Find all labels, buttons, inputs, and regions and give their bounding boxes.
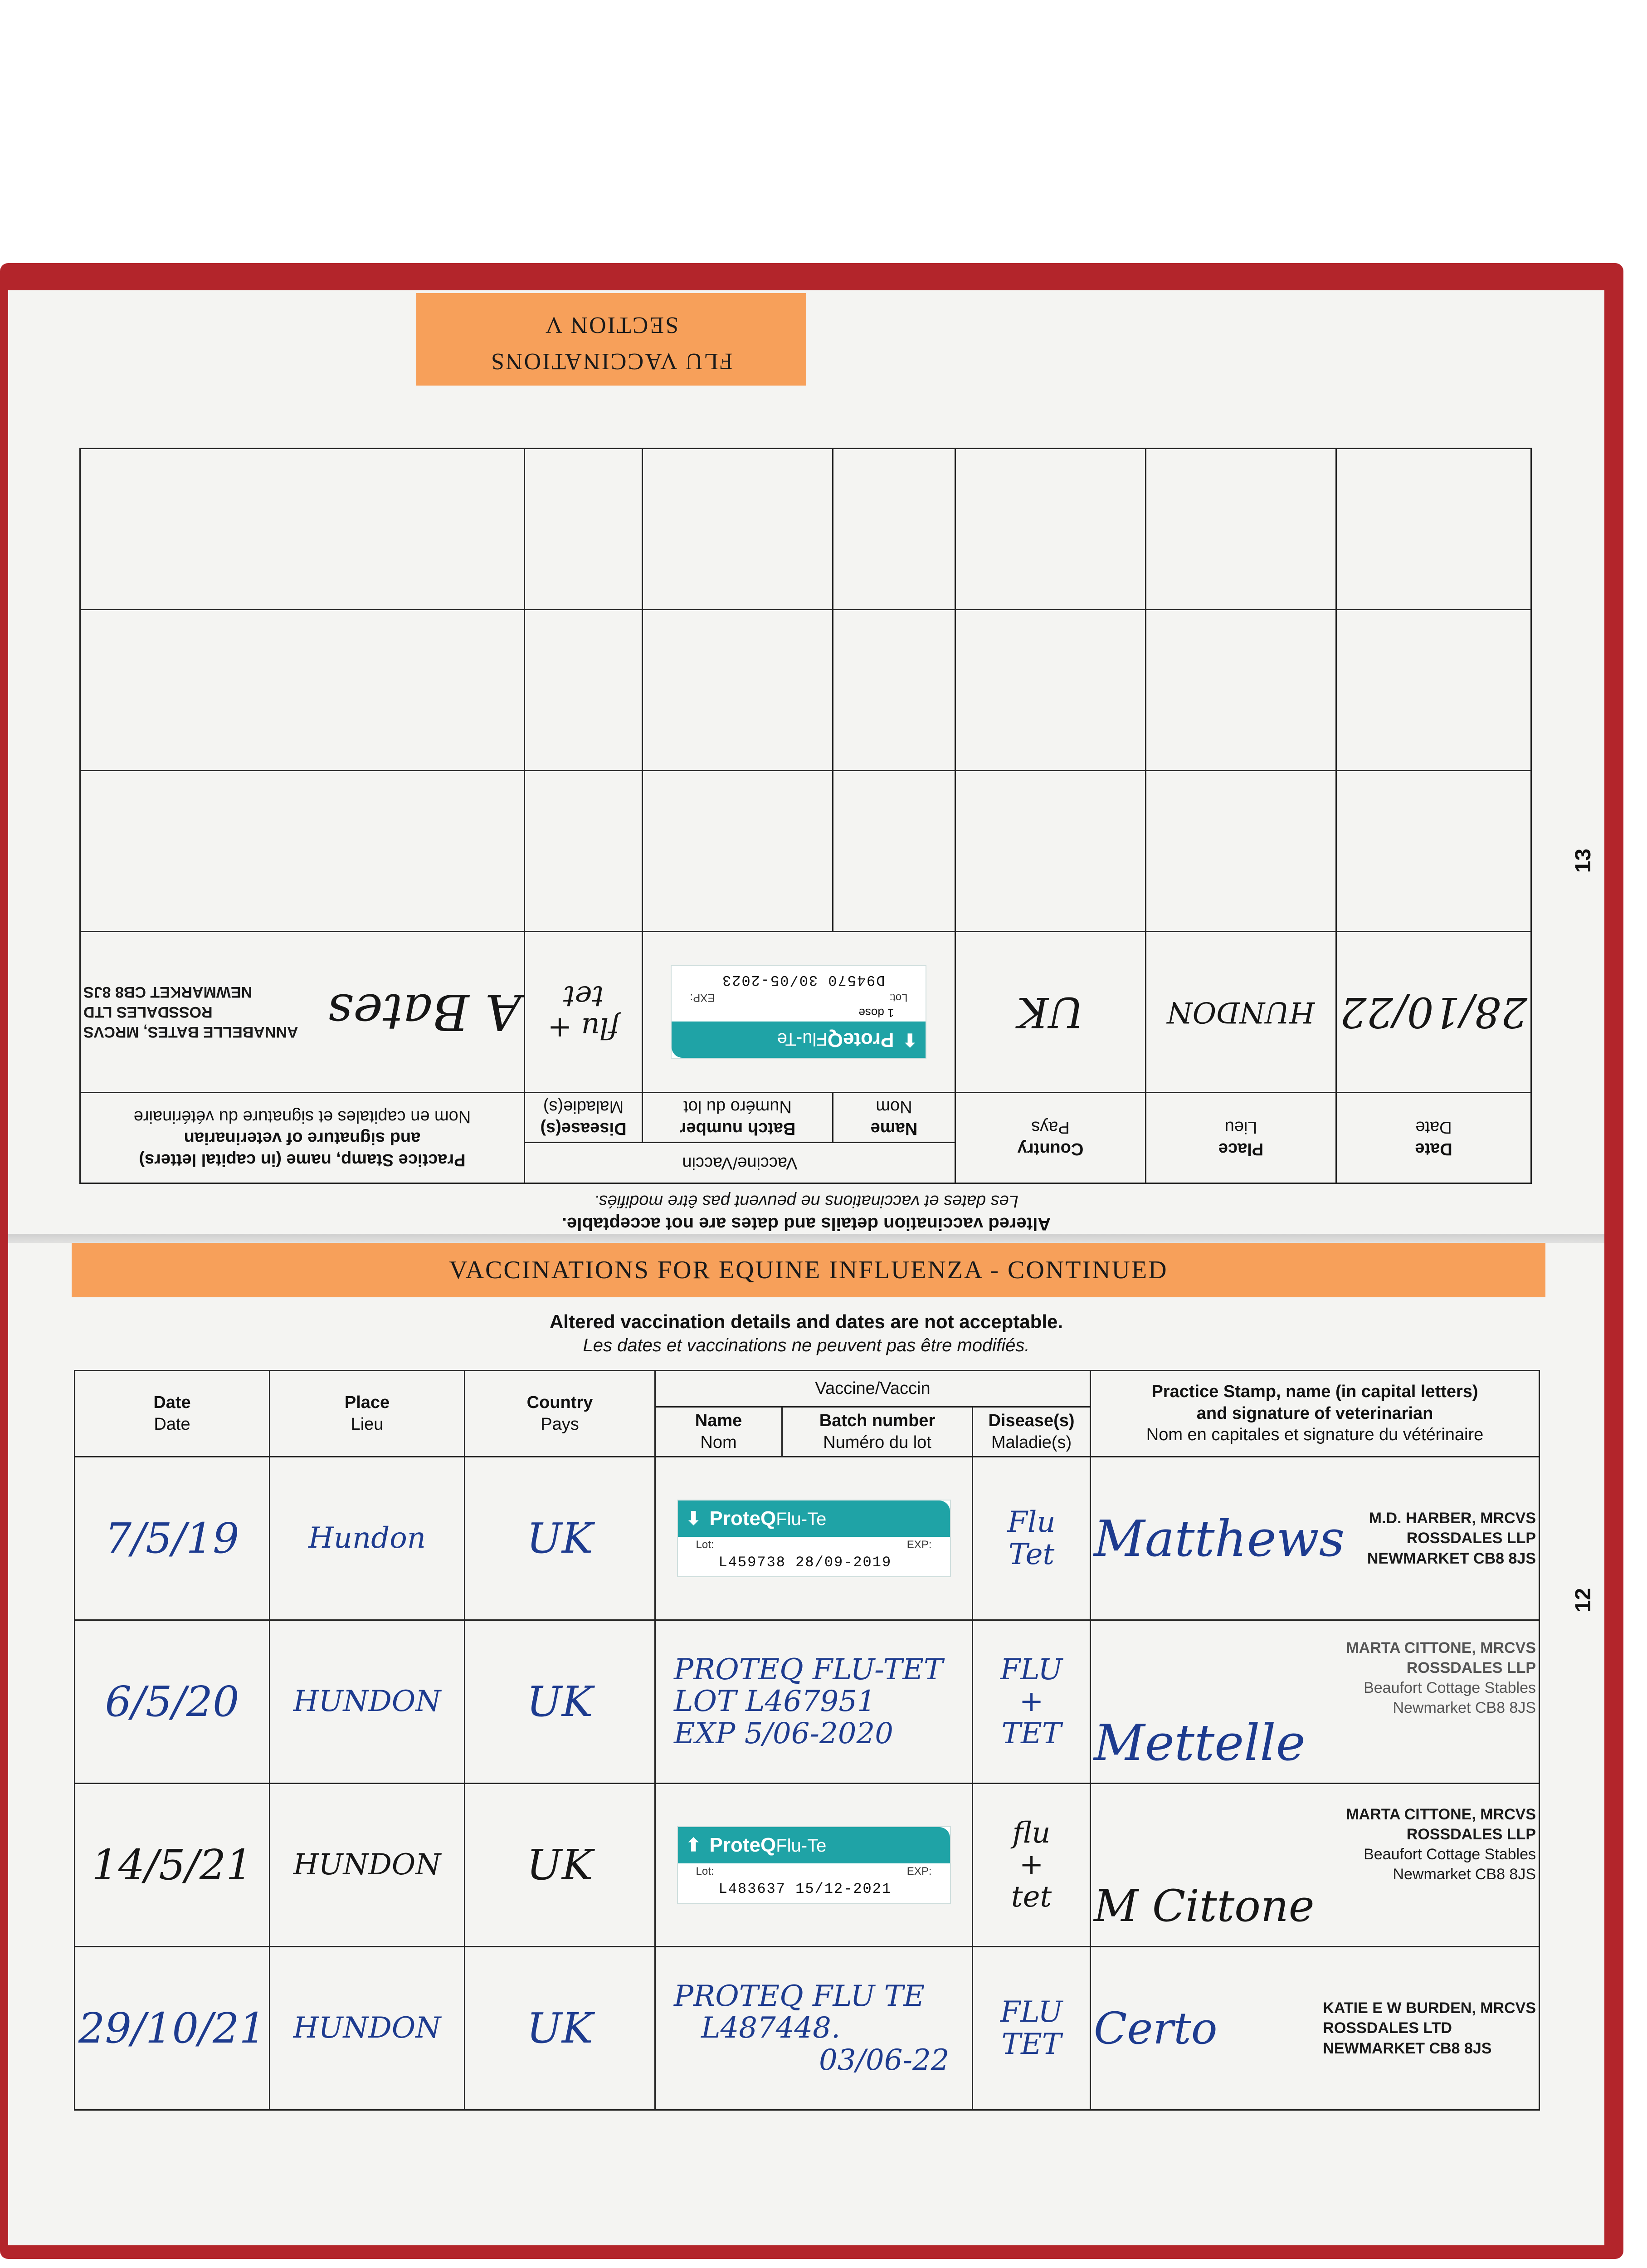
table-row — [75, 1784, 1540, 1947]
entry-disease: FLU TET — [973, 1947, 1091, 2110]
arrow-icon: ⬆ — [686, 1835, 702, 1855]
entry-date: 7/5/19 — [75, 1457, 270, 1620]
arrow-icon: ⬆ — [902, 1030, 918, 1050]
header-place: Place Lieu — [1146, 1093, 1336, 1183]
practice-stamp: MARTA CITTONE, MRCVS ROSSDALES LLP Beaufort Cottage Stables Newmarket CB8 8JS — [1346, 1639, 1536, 1717]
notice-line-2: Les dates et vaccinations ne peuvent pas être modifiés. — [594, 1192, 1018, 1211]
table-row — [80, 771, 1531, 932]
header-name: Name Nom — [655, 1407, 782, 1457]
practice-stamp: MARTA CITTONE, MRCVS ROSSDALES LLP Beaufort Cottage Stables Newmarket CB8 8JS — [1346, 1805, 1536, 1883]
sticker-dose: 1 dose — [858, 1006, 894, 1020]
header-disease: Disease(s) Maladie(s) — [973, 1407, 1091, 1457]
entry-vaccine-handwritten: PROTEQ FLU TE L487448. 03/06-22 — [655, 1947, 973, 2110]
page-13-rotated-content — [8, 290, 1604, 1238]
entry-country: UK — [465, 1947, 655, 2110]
entry-place: HUNDON — [1146, 932, 1336, 1093]
table-row — [80, 449, 1531, 610]
entry-date: 6/5/20 — [75, 1620, 270, 1784]
entry-vaccine-handwritten: PROTEQ FLU-TET LOT L467951 EXP 5/06-2020 — [655, 1620, 973, 1784]
entry-place: HUNDON — [270, 1620, 465, 1784]
entry-stamp — [1091, 1620, 1540, 1784]
entry-place: HUNDON — [270, 1784, 465, 1947]
header-country: Country Pays — [955, 1093, 1146, 1183]
notice — [8, 1191, 1604, 1234]
practice-stamp: M.D. HARBER, MRCVS ROSSDALES LLP NEWMARKET CB8 8JS — [1367, 1510, 1536, 1567]
sticker-header: ⬇ ProteQFlu-Te — [678, 1501, 950, 1537]
vaccination-table — [74, 1370, 1540, 2111]
table-row — [75, 1620, 1540, 1784]
signature: M Cittone — [1094, 1880, 1315, 1931]
page-number: 13 — [1571, 848, 1595, 873]
sticker-batch: L459738 28/09-2019 — [718, 1554, 892, 1571]
header-stamp: Practice Stamp, name (in capital letters) and signature of veterinarian Nom en capitales et signature du vétérinaire — [80, 1093, 524, 1183]
sticker-meta: Lot: EXP: — [696, 1865, 932, 1877]
header-disease: Disease(s) Maladie(s) — [524, 1093, 642, 1143]
section-banner: VACCINATIONS FOR EQUINE INFLUENZA - CONTINUED — [72, 1243, 1545, 1297]
entry-stamp — [80, 932, 524, 1093]
header-country: Country Pays — [465, 1371, 655, 1457]
entry-date: 28/10/22 — [1336, 932, 1531, 1093]
entry-disease: Flu Tet — [973, 1457, 1091, 1620]
entry-vaccine-label — [643, 932, 955, 1093]
table-row — [75, 1457, 1540, 1620]
entry-country: UK — [465, 1457, 655, 1620]
vaccine-sticker — [677, 1500, 951, 1577]
table-row — [75, 1947, 1540, 2110]
header-batch: Batch number Numéro du lot — [782, 1407, 973, 1457]
vaccine-sticker — [671, 965, 927, 1059]
entry-date: 14/5/21 — [75, 1784, 270, 1947]
sticker-header: ⬆ ProteQFlu-Te — [672, 1022, 926, 1058]
page-number: 12 — [1571, 1588, 1595, 1613]
entry-date: 29/10/21 — [75, 1947, 270, 2110]
header-stamp: Practice Stamp, name (in capital letters) and signature of veterinarian Nom en capitales et signature du vétérinaire — [1091, 1371, 1540, 1457]
entry-stamp — [1091, 1784, 1540, 1947]
signature: Certo — [1094, 2003, 1218, 2054]
practice-stamp: KATIE E W BURDEN, MRCVS ROSSDALES LTD NEWMARKET CB8 8JS — [1323, 1999, 1536, 2057]
signature: A Bates — [327, 983, 521, 1041]
sticker-batch: D94570 30/05-2023 — [721, 972, 885, 988]
arrow-icon: ⬇ — [686, 1509, 702, 1529]
section-banner: FLU VACCINATIONS SECTION V — [416, 293, 806, 386]
entry-country: UK — [955, 932, 1146, 1093]
practice-stamp: ANNABELLE BATES, MRCVS ROSSDALES LTD NEWMARKET CB8 8JS — [83, 983, 298, 1041]
notice-line-1: Altered vaccination details and dates are not acceptable. — [549, 1311, 1063, 1332]
notice-line-1: Altered vaccination details and dates are not acceptable. — [561, 1214, 1051, 1234]
entry-country: UK — [465, 1620, 655, 1784]
entry-place: Hundon — [270, 1457, 465, 1620]
header-date: Date Date — [75, 1371, 270, 1457]
header-name: Name Nom — [833, 1093, 955, 1143]
sticker-meta: Lot: EXP: — [690, 992, 908, 1004]
passport-cover — [0, 263, 1623, 2259]
page-12 — [8, 1243, 1604, 2245]
vaccine-sticker — [677, 1826, 951, 1904]
sticker-meta: Lot: EXP: — [696, 1539, 932, 1551]
signature: Mettelle — [1094, 1714, 1306, 1772]
entry-country: UK — [465, 1784, 655, 1947]
header-vaccine: Vaccine/Vaccin — [524, 1143, 955, 1183]
header-date: Date Date — [1336, 1093, 1531, 1183]
entry-vaccine-label — [655, 1457, 973, 1620]
entry-disease: FLU + TET — [973, 1620, 1091, 1784]
header-place: Place Lieu — [270, 1371, 465, 1457]
notice-line-2: Les dates et vaccinations ne peuvent pas être modifiés. — [583, 1335, 1030, 1355]
entry-disease: flu + tet — [973, 1784, 1091, 1947]
entry-stamp — [1091, 1947, 1540, 2110]
notice — [8, 1311, 1604, 1356]
sticker-batch: L483637 15/12-2021 — [718, 1881, 892, 1897]
signature: Matthews — [1094, 1509, 1345, 1568]
page-13 — [8, 290, 1604, 1238]
entry-disease: flu + tet — [524, 932, 642, 1093]
header-batch: Batch number Numéro du lot — [643, 1093, 833, 1143]
vaccination-table — [79, 448, 1532, 1184]
sticker-header: ⬆ ProteQFlu-Te — [678, 1827, 950, 1863]
entry-stamp — [1091, 1457, 1540, 1620]
table-row — [80, 610, 1531, 771]
header-vaccine: Vaccine/Vaccin — [655, 1371, 1091, 1407]
table-row — [80, 932, 1531, 1093]
entry-vaccine-label — [655, 1784, 973, 1947]
entry-place: HUNDON — [270, 1947, 465, 2110]
